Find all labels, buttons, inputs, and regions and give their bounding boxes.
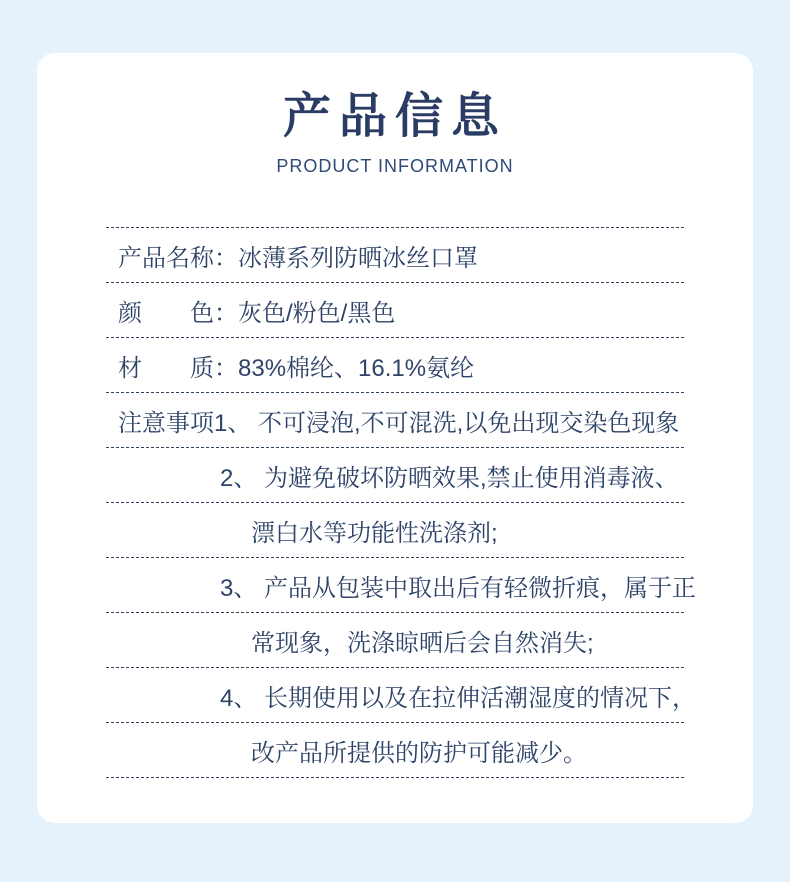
- info-row-note-4-continued: [106, 722, 684, 777]
- info-row-text: 注意事项1、 不可浸泡,不可混洗,以免出现交染色现象: [118, 409, 680, 437]
- info-row-text: 常现象，洗涤晾晒后会自然消失;: [251, 629, 594, 657]
- info-row-material: [106, 337, 684, 392]
- info-row-text: 2、 为避免破坏防晒效果,禁止使用消毒液、: [220, 464, 679, 492]
- info-row-text: 改产品所提供的防护可能减少。: [251, 739, 587, 767]
- info-row-product-name: [106, 227, 684, 282]
- info-row-text: 颜 色：灰色/粉色/黑色: [118, 299, 396, 327]
- info-row-text: 产品名称：冰薄系列防晒冰丝口罩: [118, 244, 478, 272]
- info-row-note-3: [106, 557, 697, 612]
- page-subtitle: PRODUCT INFORMATION: [276, 156, 514, 176]
- info-row-text: 漂白水等功能性洗涤剂;: [251, 519, 498, 547]
- info-row-text: 材 质：83%棉纶、16.1%氨纶: [118, 354, 475, 382]
- product-info-card: [37, 53, 753, 823]
- info-row-note-2: [106, 447, 684, 502]
- info-row-note-4: [106, 667, 697, 722]
- info-row-color: [106, 282, 684, 337]
- info-row-text: 3、 产品从包装中取出后有轻微折痕，属于正: [220, 574, 697, 602]
- info-row-text: 4、 长期使用以及在拉伸活潮湿度的情况下，: [220, 684, 697, 712]
- info-row-note-1: [106, 392, 684, 447]
- info-row-note-3-continued: [106, 612, 684, 667]
- info-table: [106, 227, 697, 778]
- page-title: 产品信息: [282, 90, 507, 143]
- info-row-note-2-continued: [106, 502, 684, 557]
